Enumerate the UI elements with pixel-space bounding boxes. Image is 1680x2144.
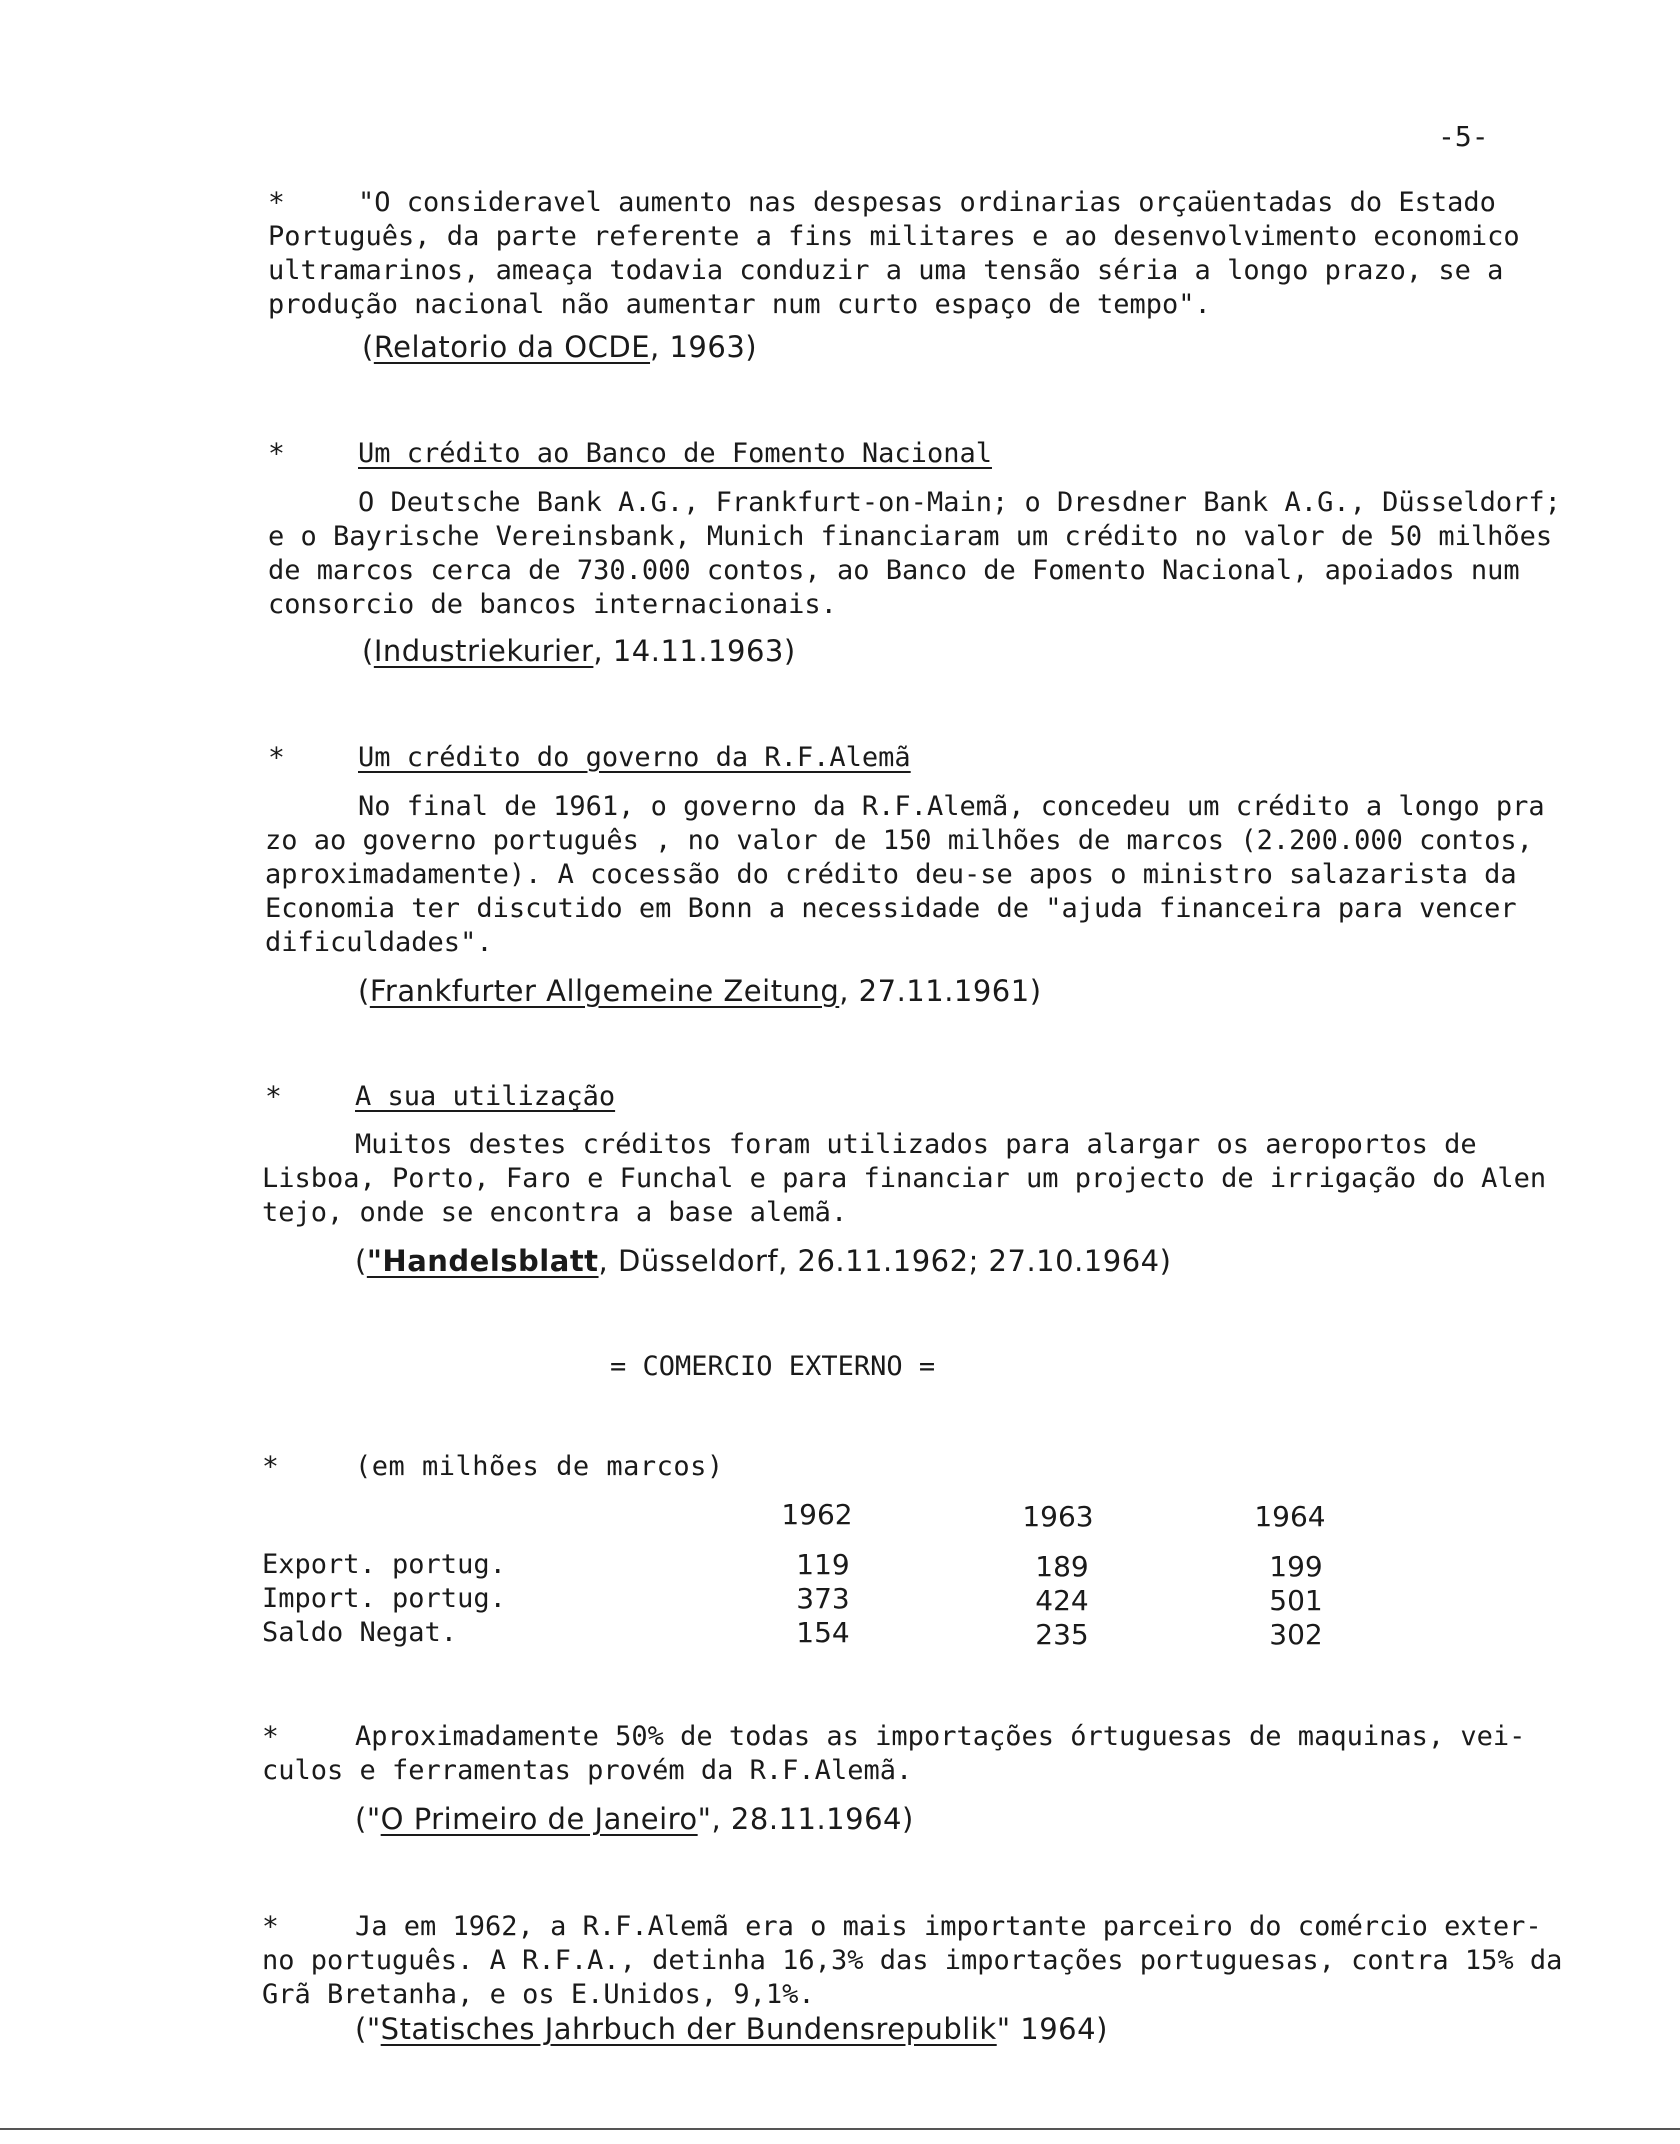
- table-cell: 424: [1035, 1584, 1089, 1617]
- table-cell: 189: [1035, 1550, 1089, 1583]
- table-cell: 235: [1035, 1618, 1089, 1651]
- bullet-star: *: [262, 1910, 279, 1943]
- table-cell: 501: [1269, 1584, 1323, 1617]
- source-title: Frankfurter Allgemeine Zeitung: [369, 974, 840, 1008]
- source-title: Statisches Jahrbuch der Bundensrepublik: [380, 2012, 997, 2046]
- table-caption: (em milhões de marcos): [355, 1451, 724, 1482]
- paragraph-line: consorcio de bancos internacionais.: [268, 589, 837, 620]
- paragraph-line: aproximadamente). A cocessão do crédito deu-se apos o ministro salazarista da: [265, 859, 1517, 890]
- bottom-rule: [0, 2128, 1680, 2130]
- paragraph-line: Aproximadamente 50% de todas as importações órtuguesas de maquinas, vei-: [355, 1721, 1526, 1752]
- source-citation: (Relatorio da OCDE, 1963): [362, 330, 758, 364]
- table-cell: 199: [1269, 1550, 1323, 1583]
- paragraph-line: e o Bayrische Vereinsbank, Munich financiaram um crédito no valor de 50 milhões: [268, 521, 1553, 552]
- table-year: 1963: [1022, 1500, 1094, 1533]
- table-year: 1964: [1254, 1500, 1326, 1533]
- source-citation: ("Handelsblatt, Düsseldorf, 26.11.1962; 27.10.1964): [355, 1244, 1172, 1278]
- paragraph-line: dificuldades".: [265, 927, 493, 958]
- table-row-label: Import. portug.: [262, 1583, 506, 1614]
- paragraph-line: No final de 1961, o governo da R.F.Alemã, concedeu um crédito a longo pra: [358, 791, 1545, 822]
- paragraph-line: no português. A R.F.A., detinha 16,3% das importações portuguesas, contra 15% da: [262, 1945, 1563, 1976]
- paragraph-line: Português, da parte referente a fins militares e ao desenvolvimento economico: [268, 221, 1520, 252]
- bullet-star: *: [268, 741, 285, 774]
- source-citation: ("Statisches Jahrbuch der Bundensrepublik" 1964): [355, 2012, 1108, 2046]
- page-number: -5-: [1438, 120, 1489, 153]
- table-year: 1962: [781, 1498, 853, 1531]
- paragraph-line: zo ao governo português , no valor de 150 milhões de marcos (2.200.000 contos,: [265, 825, 1533, 856]
- source-citation: ("O Primeiro de Janeiro", 28.11.1964): [355, 1802, 914, 1836]
- paragraph-line: ultramarinos, ameaça todavia conduzir a uma tensão séria a longo prazo, se a: [268, 255, 1504, 286]
- table-row-label: Saldo Negat.: [262, 1617, 458, 1648]
- source-citation: (Frankfurter Allgemeine Zeitung, 27.11.1961): [358, 974, 1042, 1008]
- paragraph-line: tejo, onde se encontra a base alemã.: [262, 1197, 848, 1228]
- paragraph-line: de marcos cerca de 730.000 contos, ao Banco de Fomento Nacional, apoiados num: [268, 555, 1520, 586]
- table-cell: 373: [796, 1582, 850, 1615]
- paragraph-line: produção nacional não aumentar num curto espaço de tempo".: [268, 289, 1211, 320]
- section-heading: Um crédito do governo da R.F.Alemã: [358, 742, 911, 773]
- table-row-label: Export. portug.: [262, 1549, 506, 1580]
- paragraph-line: "O consideravel aumento nas despesas ordinarias orçaüentadas do Estado: [358, 187, 1496, 218]
- source-title: Relatorio da OCDE: [373, 330, 651, 364]
- bullet-star: *: [262, 1450, 279, 1483]
- source-title: O Primeiro de Janeiro: [380, 1802, 698, 1836]
- section-heading: Um crédito ao Banco de Fomento Nacional: [358, 438, 992, 469]
- source-title: Industriekurier: [373, 634, 594, 668]
- source-citation: (Industriekurier, 14.11.1963): [362, 634, 796, 668]
- trade-heading: = COMERCIO EXTERNO =: [610, 1351, 936, 1382]
- paragraph-line: Lisboa, Porto, Faro e Funchal e para financiar um projecto de irrigação do Alen: [262, 1163, 1547, 1194]
- bullet-star: *: [262, 1720, 279, 1753]
- bullet-star: *: [268, 186, 285, 219]
- section-heading: A sua utilização: [355, 1081, 616, 1112]
- paragraph-line: Economia ter discutido em Bonn a necessidade de "ajuda financeira para vencer: [265, 893, 1517, 924]
- table-cell: 302: [1269, 1618, 1323, 1651]
- source-title: "Handelsblatt: [366, 1244, 599, 1278]
- paragraph-line: Grã Bretanha, e os E.Unidos, 9,1%.: [262, 1979, 815, 2010]
- paragraph-line: culos e ferramentas provém da R.F.Alemã.: [262, 1755, 913, 1786]
- bullet-star: *: [268, 437, 285, 470]
- paragraph-line: Ja em 1962, a R.F.Alemã era o mais importante parceiro do comércio exter-: [355, 1911, 1542, 1942]
- table-cell: 119: [796, 1548, 850, 1581]
- paragraph-line: Muitos destes créditos foram utilizados para alargar os aeroportos de: [355, 1129, 1477, 1160]
- paragraph-line: O Deutsche Bank A.G., Frankfurt-on-Main; o Dresdner Bank A.G., Düsseldorf;: [358, 487, 1561, 518]
- bullet-star: *: [265, 1080, 282, 1113]
- table-cell: 154: [796, 1616, 850, 1649]
